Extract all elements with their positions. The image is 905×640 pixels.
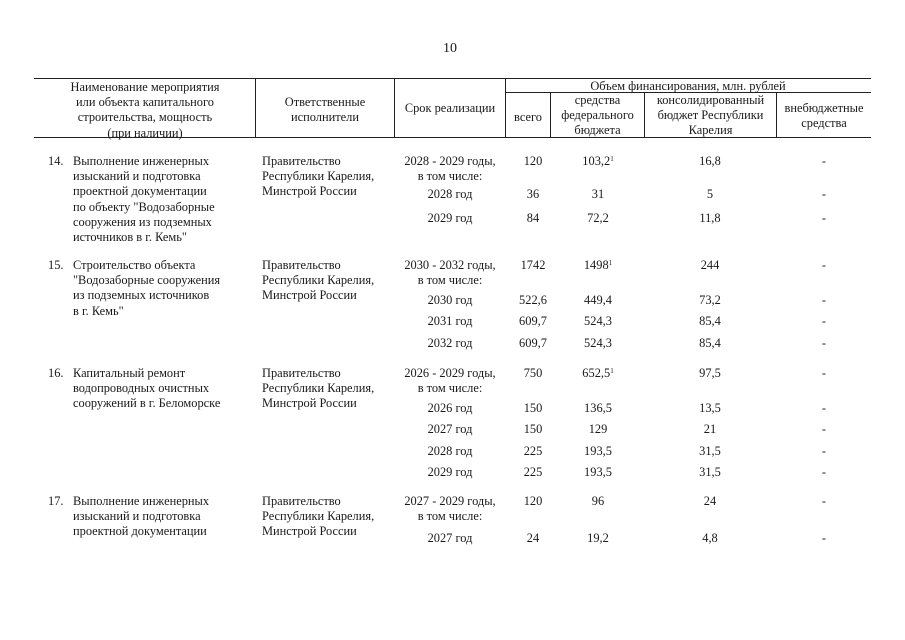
row-number: 16. (48, 366, 64, 380)
row-federal (556, 187, 640, 202)
row-period-line: в том числе: (417, 509, 483, 524)
footnote-marker: 1 (610, 155, 614, 163)
row-name-line: Капитальный ремонт (73, 366, 186, 380)
row-total: 225 (523, 444, 543, 458)
row-federal (556, 336, 640, 351)
row-name-line: водопроводных очистных (73, 381, 210, 396)
row-executors-line: Республики Карелия, (262, 381, 375, 396)
row-total: 1742 (520, 258, 546, 272)
row-federal-value: 31 (591, 187, 605, 201)
row-extra: - (821, 366, 827, 380)
row-total: 609,7 (519, 314, 547, 328)
header-executors-col: Ответственные исполнители (284, 95, 366, 125)
row-extra: - (821, 258, 827, 272)
row-extra: - (821, 422, 827, 436)
row-total: 750 (523, 366, 543, 380)
row-total: 24 (526, 531, 540, 545)
row-regional: 31,5 (699, 465, 721, 479)
row-federal (556, 531, 640, 546)
row-executors-line: Минстрой России (262, 396, 357, 411)
row-name-line: Строительство объекта (73, 258, 196, 272)
row-executors-line: Минстрой России (262, 524, 357, 539)
row-extra: - (821, 187, 827, 201)
row-period-line: 2028 год (427, 187, 473, 201)
col-divider-1 (255, 78, 256, 138)
row-regional: 73,2 (699, 293, 721, 307)
row-period-line: 2026 год (427, 401, 473, 415)
row-federal (556, 154, 640, 169)
row-extra: - (821, 444, 827, 458)
row-regional: 21 (703, 422, 717, 436)
header-extra-col: внебюджетные средства (784, 101, 864, 131)
row-federal (556, 444, 640, 459)
row-total: 225 (523, 465, 543, 479)
row-extra: - (821, 293, 827, 307)
header-federal-col: средства федерального бюджета (561, 93, 634, 138)
row-period-line: в том числе: (417, 381, 483, 396)
row-period-line: 2029 год (427, 465, 473, 479)
row-regional: 5 (706, 187, 714, 201)
row-executors-line: Минстрой России (262, 184, 357, 199)
row-period-line: 2032 год (427, 336, 473, 350)
row-federal-value: 129 (588, 422, 608, 436)
row-federal (556, 401, 640, 416)
row-total: 522,6 (519, 293, 547, 307)
row-extra: - (821, 314, 827, 328)
footnote-marker: 1 (610, 367, 614, 375)
row-period-line: 2027 - 2029 годы, (404, 494, 496, 508)
row-executors-line: Республики Карелия, (262, 509, 375, 524)
row-extra: - (821, 336, 827, 350)
row-federal (556, 494, 640, 509)
row-federal-value: 449,4 (584, 293, 612, 307)
row-period-line: 2029 год (427, 211, 473, 225)
row-name-line: в г. Кемь" (73, 303, 124, 318)
row-regional: 97,5 (699, 366, 721, 380)
row-total: 84 (526, 211, 540, 225)
footnote-marker: 1 (608, 259, 613, 267)
row-regional: 24 (703, 494, 717, 508)
row-extra: - (821, 154, 827, 168)
row-federal (556, 465, 640, 480)
row-period-line: 2027 год (427, 531, 473, 545)
row-period-line: 2028 год (427, 444, 473, 458)
row-federal-value: 96 (591, 494, 605, 508)
row-name-line: по объекту "Водозаборные (73, 199, 215, 214)
row-name-line: Выполнение инженерных (73, 154, 210, 168)
row-federal-value: 193,5 (584, 444, 612, 458)
row-period-line: 2030 год (427, 293, 473, 307)
row-federal-value: 1498 (583, 258, 609, 272)
row-name-line: сооружения из подземных (73, 214, 212, 229)
row-name-line: "Водозаборные сооружения (73, 273, 221, 288)
row-federal-value: 652,5 (582, 366, 611, 380)
row-total: 120 (523, 154, 543, 168)
row-federal-value: 524,3 (584, 336, 612, 350)
row-federal (556, 366, 640, 381)
row-period-line: 2030 - 2032 годы, (404, 258, 496, 272)
row-name-line: изысканий и подготовка (73, 169, 201, 184)
row-period-line: в том числе: (417, 273, 483, 288)
row-number: 17. (48, 494, 64, 508)
row-executors-line: Республики Карелия, (262, 169, 375, 184)
row-executors-line: Правительство (262, 258, 341, 272)
row-federal-value: 193,5 (584, 465, 612, 479)
row-regional: 4,8 (702, 531, 718, 545)
row-name-line: Выполнение инженерных (73, 494, 210, 508)
row-name-line: проектной документации (73, 184, 207, 199)
page-number: 10 (443, 41, 457, 56)
header-regional-col: консолидированный бюджет Республики Карелия (656, 93, 765, 138)
row-federal-value: 72,2 (587, 211, 609, 225)
row-regional: 85,4 (699, 314, 721, 328)
row-extra: - (821, 494, 827, 508)
row-regional: 31,5 (699, 444, 721, 458)
row-federal (556, 314, 640, 329)
row-total: 609,7 (519, 336, 547, 350)
row-federal-value: 19,2 (587, 531, 609, 545)
row-name-line: изысканий и подготовка (73, 509, 201, 524)
header-total-col: всего (514, 110, 542, 124)
row-executors-line: Правительство (262, 494, 341, 508)
row-name-line: из подземных источников (73, 288, 210, 303)
row-federal (556, 293, 640, 308)
col-divider-2 (394, 78, 395, 138)
row-period-line: 2026 - 2029 годы, (404, 366, 496, 380)
header-funding-group: Объем финансирования, млн. рублей (590, 79, 786, 93)
row-executors-line: Правительство (262, 366, 341, 380)
header-period-col: Срок реализации (404, 101, 496, 115)
row-regional: 11,8 (699, 211, 721, 225)
row-total: 36 (526, 187, 540, 201)
row-executors-line: Минстрой России (262, 288, 357, 303)
row-regional: 16,8 (699, 154, 721, 168)
row-federal-value: 136,5 (584, 401, 612, 415)
row-name-line: источников в г. Кемь" (73, 230, 187, 244)
header-name-col: Наименование мероприятия или объекта капитального строительства, мощность (при наличии) (70, 80, 220, 140)
row-number: 15. (48, 258, 64, 272)
row-extra: - (821, 401, 827, 415)
row-period-line: в том числе: (417, 169, 483, 184)
row-period-line: 2027 год (427, 422, 473, 436)
row-extra: - (821, 211, 827, 225)
row-period-line: 2028 - 2029 годы, (404, 154, 496, 168)
row-extra: - (821, 531, 827, 545)
row-federal (556, 211, 640, 226)
row-regional: 85,4 (699, 336, 721, 350)
row-federal (556, 258, 640, 273)
row-federal-value: 524,3 (584, 314, 612, 328)
row-total: 150 (523, 401, 543, 415)
row-executors-line: Республики Карелия, (262, 273, 375, 288)
row-total: 150 (523, 422, 543, 436)
row-period-line: 2031 год (427, 314, 473, 328)
row-regional: 13,5 (699, 401, 721, 415)
row-extra: - (821, 465, 827, 479)
row-federal-value: 103,2 (582, 154, 611, 168)
row-name-line: сооружений в г. Беломорске (73, 396, 221, 411)
row-executors-line: Правительство (262, 154, 341, 168)
row-regional: 244 (700, 258, 720, 272)
row-name-line: проектной документации (73, 524, 207, 539)
row-total: 120 (523, 494, 543, 508)
row-number: 14. (48, 154, 64, 168)
row-federal (556, 422, 640, 437)
